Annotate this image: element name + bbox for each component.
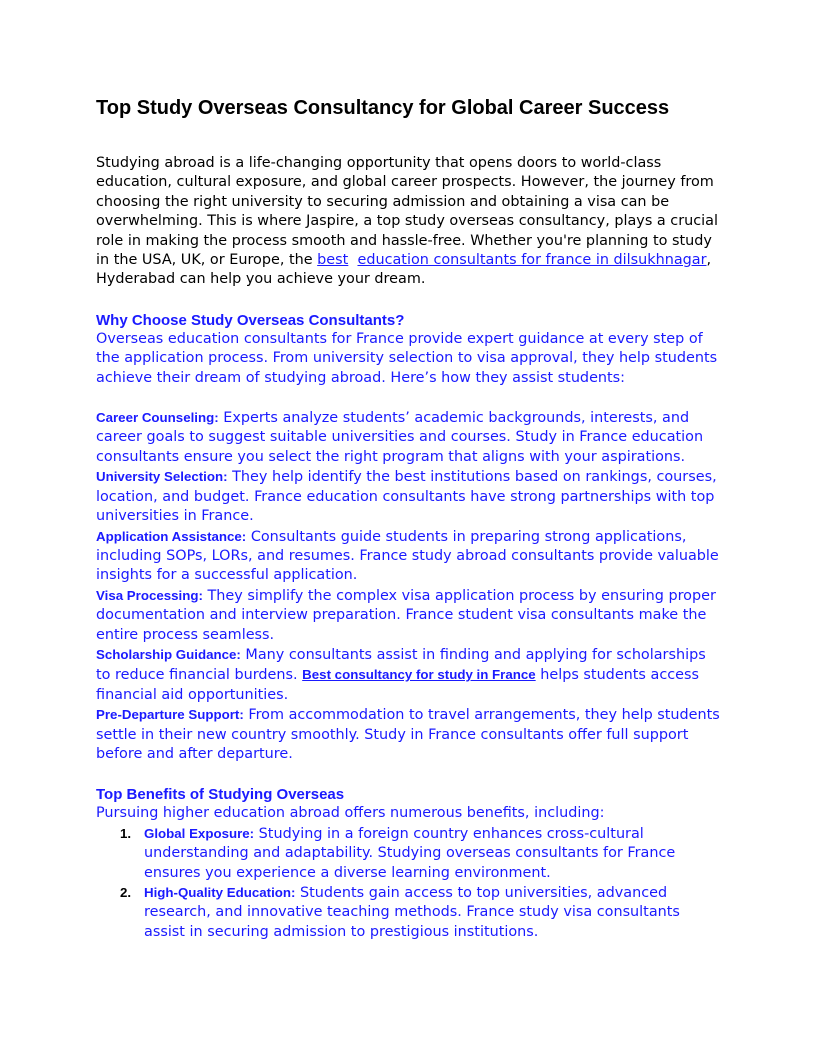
service-item xyxy=(96,705,720,764)
service-text: From accommodation to travel arrangements, they help students settle in their new country smoothly. Study in France consultants offer full support before and after departure. xyxy=(96,707,720,762)
benefit-number: 1. xyxy=(120,825,132,841)
intro-tail: , Hyderabad can help you achieve your dream. xyxy=(96,252,712,288)
service-label: Application Assistance: xyxy=(96,528,247,544)
service-item xyxy=(96,586,720,645)
benefit-text: Students gain access to top universities, advanced research, and innovative teaching methods. France study visa consultants assist in securing admission to prestigious institutions. xyxy=(144,885,680,940)
service-label: Career Counseling: xyxy=(96,410,219,426)
service-label: University Selection: xyxy=(96,469,228,485)
service-text: Many consultants assist in finding and applying for scholarships to reduce financial burdens. xyxy=(96,646,706,684)
best-link[interactable]: best xyxy=(317,252,349,269)
benefits-intro: Pursuing higher education abroad offers numerous benefits, including: xyxy=(96,805,605,822)
service-text: Consultants guide students in preparing strong applications, including SOPs, LORs, and resumes. France study abroad consultants provide valuable insights for a successful application. xyxy=(96,528,719,584)
benefit-number: 2. xyxy=(120,885,132,900)
best-consultancy-link[interactable]: Best consultancy for study in France xyxy=(302,667,536,683)
benefits-list xyxy=(96,824,720,942)
service-text: Experts analyze students’ academic backgrounds, interests, and career goals to suggest suitable universities and courses. Study in France education consultants ensure you select the right program that aligns with your aspirations. xyxy=(96,410,704,465)
benefit-label: Global Exposure: xyxy=(144,825,255,841)
benefits-heading: Top Benefits of Studying Overseas xyxy=(96,786,345,804)
benefit-text: Studying in a foreign country enhances cross-cultural understanding and adaptability. Studying overseas consultants for France ensures you experience a diverse learning environment. xyxy=(144,825,676,881)
why-heading: Why Choose Study Overseas Consultants? xyxy=(96,311,405,329)
service-item xyxy=(96,467,720,526)
service-label: Pre-Departure Support: xyxy=(96,707,244,723)
benefit-label: High-Quality Education: xyxy=(144,885,296,900)
education-consultants-link[interactable]: education consultants for france in dilsukhnagar xyxy=(357,252,707,269)
intro-text: Studying abroad is a life-changing opportunity that opens doors to world-class education, cultural exposure, and global career prospects. However, the journey from choosing the right university to securing admission and obtaining a visa can be overwhelming. This is where Jaspire, a top study overseas consultancy, plays a crucial role in making the process smooth and hassle-free. Whether you're planning to study in the USA, UK, or Europe, the xyxy=(96,155,718,269)
why-paragraph: Overseas education consultants for France provide expert guidance at every step of the application process. From university selection to visa approval, they help students achieve their dream of studying abroad. Here’s how they assist students: xyxy=(96,330,718,386)
services-list xyxy=(96,408,720,764)
intro-paragraph xyxy=(96,154,720,290)
service-tail: helps students access financial aid opportunities. xyxy=(96,667,699,703)
benefit-item xyxy=(120,883,720,942)
service-item xyxy=(96,527,720,586)
service-label: Scholarship Guidance: xyxy=(96,646,241,662)
service-item xyxy=(96,408,720,467)
service-item xyxy=(96,645,720,705)
service-label: Visa Processing: xyxy=(96,587,203,603)
service-text: They help identify the best institutions based on rankings, courses, location, and budget. France education consultants have strong partnerships with top universities in France. xyxy=(96,469,717,525)
service-text: They simplify the complex visa application process by ensuring proper documentation and interview preparation. France student visa consultants make the entire process seamless. xyxy=(96,587,716,643)
page-title: Top Study Overseas Consultancy for Global Career Success xyxy=(96,97,670,119)
document-page xyxy=(96,96,720,942)
benefit-item xyxy=(120,824,720,883)
